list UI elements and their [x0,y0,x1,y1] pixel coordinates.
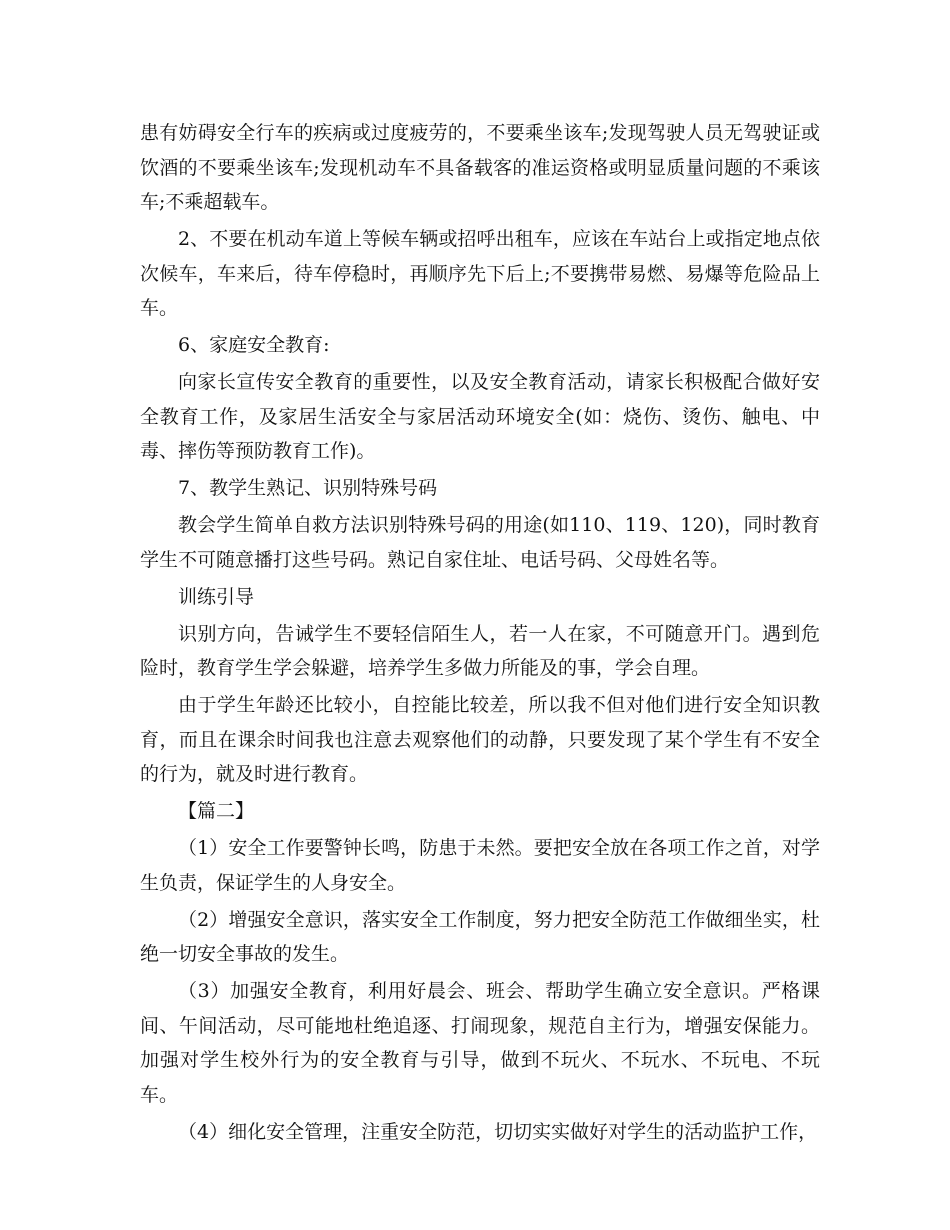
list-item: （4）细化安全管理，注重安全防范，切切实实做好对学生的活动监护工作， [178,1120,818,1143]
list-item: （3）加强安全教育，利用好晨会、班会、帮助学生确立安全意识。严格课间、午间活动，尽可能地杜绝追逐、打闹现象，规范自主行为，增强安保能力。加强对学生校外行为的安全教育与引导，做到不玩火、不玩水、不玩电、不玩车。 [140,980,820,1106]
paragraph: 由于学生年龄还比较小，自控能比较差，所以我不但对他们进行安全知识教育，而且在课余时间我也注意去观察他们的动静，只要发现了某个学生有不安全的行为，就及时进行教育。 [140,694,820,785]
section-heading: 训练引导 [178,585,255,608]
section-title: 【篇二】 [178,800,255,822]
paragraph: 向家长宣传安全教育的重要性，以及安全教育活动，请家长积极配合做好安全教育工作，及家居生活安全与家居活动环境安全(如：烧伤、烫伤、触电、中毒、摔伤等预防教育工作)。 [140,371,820,462]
paragraph: 识别方向，告诫学生不要轻信陌生人，若一人在家，不可随意开门。遇到危险时，教育学生学会躲避，培养学生多做力所能及的事，学会自理。 [140,622,820,679]
list-item: （1）安全工作要警钟长鸣，防患于未然。要把安全放在各项工作之首，对学生负责，保证学生的人身安全。 [140,837,820,894]
paragraph: 患有妨碍安全行车的疾病或过度疲劳的，不要乘坐该车;发现驾驶人员无驾驶证或饮酒的不要乘坐该车;发现机动车不具备载客的准运资格或明显质量问题的不乘该车;不乘超载车。 [140,122,820,213]
paragraph: 教会学生简单自救方法识别特殊号码的用途(如110、119、120)，同时教育学生不可随意播打这些号码。熟记自家住址、电话号码、父母姓名等。 [140,514,820,571]
list-item: （2）增强安全意识，落实安全工作制度，努力把安全防范工作做细坐实，杜绝一切安全事故的发生。 [140,908,820,965]
paragraph: 2、不要在机动车道上等候车辆或招呼出租车，应该在车站台上或指定地点依次候车，车来后，待车停稳时，再顺序先下后上;不要携带易燃、易爆等危险品上车。 [140,228,820,319]
section-heading: 7、教学生熟记、识别特殊号码 [178,477,438,499]
document-body [140,116,820,1152]
section-heading: 6、家庭安全教育: [178,334,330,356]
